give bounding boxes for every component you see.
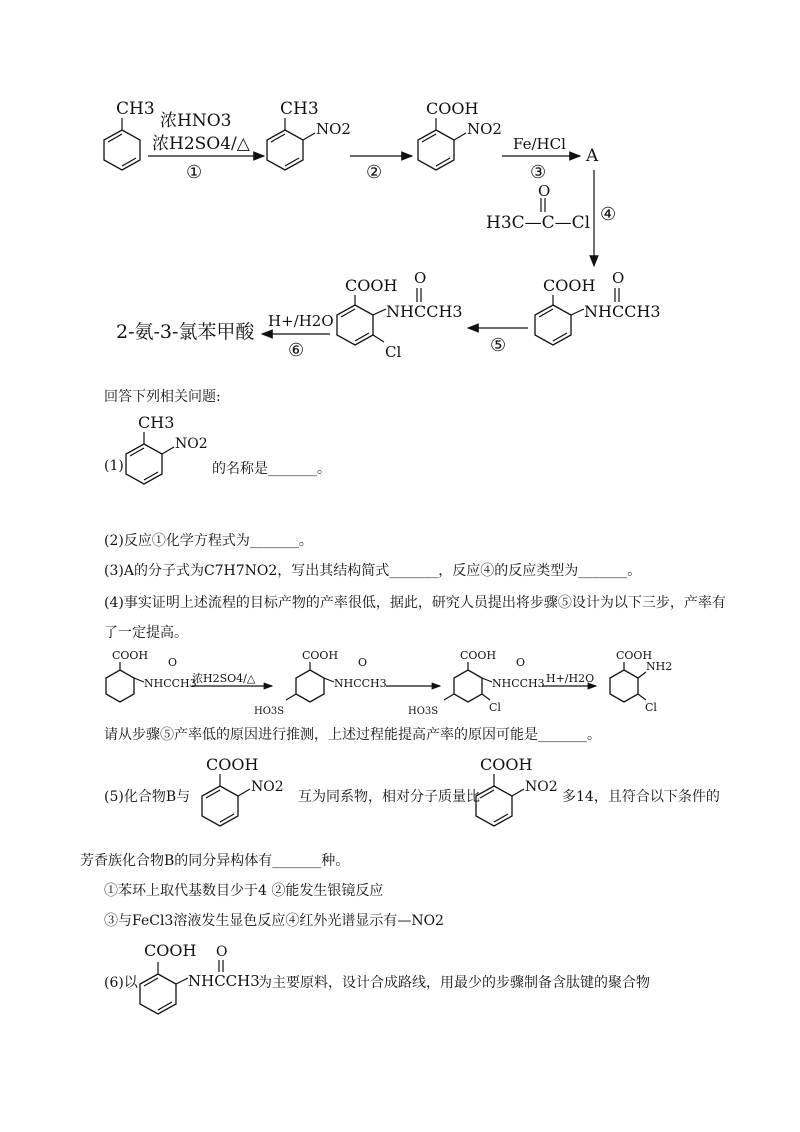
q2-text: (2)反应①化学方程式为_______。 xyxy=(104,533,313,549)
amide-cooh: COOH xyxy=(543,276,596,295)
q5-structure-1 xyxy=(190,746,300,836)
step4-o: O xyxy=(538,182,551,200)
q4-reagent1: 浓H2SO4/△ xyxy=(192,672,256,685)
amide-o: O xyxy=(612,269,625,287)
q6-prefix: (6)以 xyxy=(104,975,138,991)
q6-structure xyxy=(128,934,268,1024)
q6-group: NHCCH3 xyxy=(188,972,260,990)
q5-line2: 芳香族化合物B的同分异构体有_______种。 xyxy=(80,853,350,869)
amide-group: NHCCH3 xyxy=(584,302,661,321)
nitrotoluene-no2: NO2 xyxy=(316,120,351,138)
q4-m1-cooh: COOH xyxy=(112,649,149,662)
acid-no2: NO2 xyxy=(467,120,502,138)
step1-num: ① xyxy=(186,162,203,183)
q5-middle: 互为同系物，相对分子质量比 xyxy=(298,789,480,805)
q5-suffix: 多14，且符合以下条件的 xyxy=(562,789,720,805)
q4-m3-o: O xyxy=(516,656,526,669)
q5-s1-no2: NO2 xyxy=(251,779,284,795)
q4-reagent3: H+/H2O xyxy=(546,672,595,685)
q4-m4-cl: Cl xyxy=(645,701,657,714)
q4-scheme xyxy=(96,644,716,724)
q5-prefix: (5)化合物B与 xyxy=(104,789,191,805)
acid-cooh: COOH xyxy=(426,99,479,118)
toluene-structure xyxy=(104,99,155,170)
step6-num: ⑥ xyxy=(288,340,305,361)
chloro-amide-structure xyxy=(337,269,463,361)
intro-text: 回答下列相关问题: xyxy=(104,389,221,405)
q1-label: (1) xyxy=(104,458,124,474)
q4-m3-so3h: HO3S xyxy=(408,706,439,717)
q4-m2-cooh: COOH xyxy=(302,649,339,662)
step2-num: ② xyxy=(366,162,383,183)
q4-m3-group: NHCCH3 xyxy=(492,677,545,690)
cl-amide-group: NHCCH3 xyxy=(386,302,463,321)
q5-cond2: ③与FeCl3溶液发生显色反应④红外光谱显示有—NO2 xyxy=(104,913,444,929)
q6-cooh: COOH xyxy=(144,941,197,960)
toluene-ch3: CH3 xyxy=(116,99,155,119)
cl-amide-cooh: COOH xyxy=(345,276,398,295)
nitrobenzoic-acid-structure xyxy=(418,99,502,170)
step4-reagent: H3C—C—Cl xyxy=(486,213,591,233)
q1-no2: NO2 xyxy=(175,436,208,452)
final-product: 2-氨-3-氯苯甲酸 xyxy=(116,321,255,343)
q4-m2-o: O xyxy=(358,656,368,669)
q4-m4-cooh: COOH xyxy=(616,649,653,662)
q4-m2-so3h: HO3S xyxy=(254,706,285,717)
q5-s2-no2: NO2 xyxy=(525,779,558,795)
q4-m1-o: O xyxy=(168,656,178,669)
q5-s2-cooh: COOH xyxy=(480,755,533,774)
q4-m3-cooh: COOH xyxy=(460,649,497,662)
q4-line2: 了一定提高。 xyxy=(104,625,188,641)
q1-structure xyxy=(118,412,208,497)
step3-num: ③ xyxy=(530,162,547,183)
step3-reagent: Fe/HCl xyxy=(513,135,566,153)
step4-num: ④ xyxy=(600,204,617,225)
step1-reagent2: 浓H2SO4/△ xyxy=(152,134,250,154)
q4-m1-group: NHCCH3 xyxy=(144,677,197,690)
q1-ch3: CH3 xyxy=(138,413,175,432)
step5-num: ⑤ xyxy=(490,335,507,356)
q1-text: 的名称是_______。 xyxy=(212,461,331,477)
q6-o: O xyxy=(216,944,228,960)
step6-reagent: H+/H2O xyxy=(268,312,334,330)
q4-question: 请从步骤⑤产率低的原因进行推测，上述过程能提高产率的原因可能是_______。 xyxy=(104,727,601,743)
q6-text: 为主要原料，设计合成路线，用最少的步骤制备含肽键的聚合物 xyxy=(258,975,650,991)
nitrotoluene-ch3: CH3 xyxy=(280,99,319,119)
acetylamino-acid-structure xyxy=(535,269,661,345)
cl-amide-o: O xyxy=(414,269,427,287)
q5-cond1: ①苯环上取代基数目少于4 ②能发生银镜反应 xyxy=(104,883,384,899)
synthesis-scheme xyxy=(0,0,800,380)
q5-s1-cooh: COOH xyxy=(206,755,259,774)
q4-line1: (4)事实证明上述流程的目标产物的产率很低，据此，研究人员提出将步骤⑤设计为以下三步，产率有 xyxy=(104,595,726,611)
q4-m2-group: NHCCH3 xyxy=(334,677,387,690)
product-a: A xyxy=(586,146,599,166)
q4-m3-cl: Cl xyxy=(489,701,501,714)
step1-reagent1: 浓HNO3 xyxy=(160,111,232,131)
cl-amide-cl: Cl xyxy=(385,343,402,361)
nitrotoluene-structure xyxy=(267,99,351,170)
q4-m4-nh2: NH2 xyxy=(646,660,673,673)
q5-structure-2 xyxy=(464,746,574,836)
q3-text: (3)A的分子式为C7H7NO2，写出其结构简式_______，反应④的反应类型为_______。 xyxy=(104,563,642,579)
